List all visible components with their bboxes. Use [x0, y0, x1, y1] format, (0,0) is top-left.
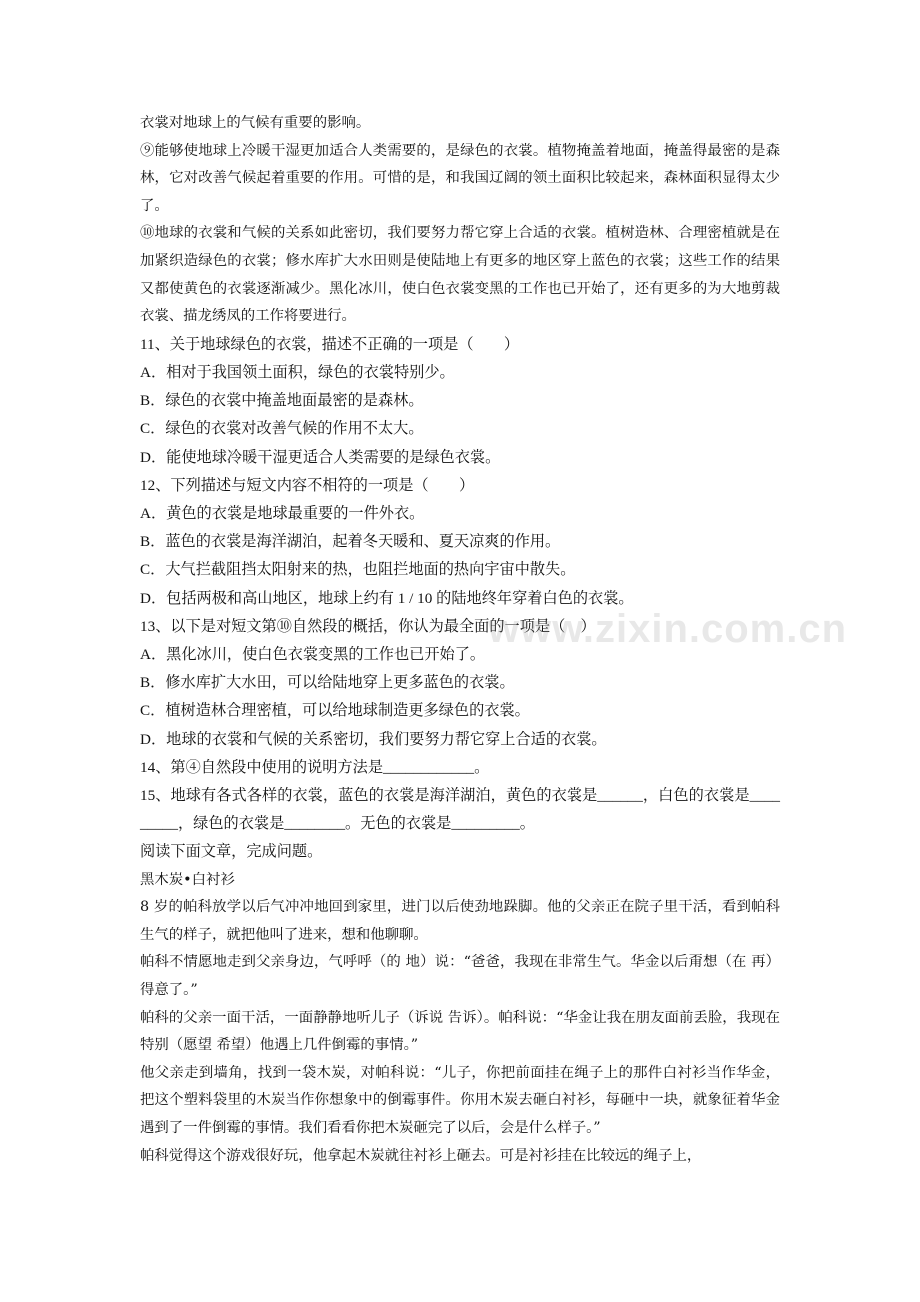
question-11-option-a: A．相对于我国领土面积，绿色的衣裳特别少。 [140, 363, 455, 381]
passage2-title: 黑木炭•白衬衫 [140, 871, 235, 888]
passage1-paragraph-9: ⑨能够使地球上冷暖干湿更加适合人类需要的，是绿色的衣裳。植物掩盖着地面，掩盖得最密的是森林，它对改善气候起着重要的作用。可惜的是，和我国辽阔的领土面积比较起来，森林面积显得太少了。 [140, 142, 780, 214]
reading-instruction: 阅读下面文章，完成问题。 [140, 843, 323, 861]
question-11: 11、关于地球绿色的衣裳，描述不正确的一项是（ ） [140, 335, 520, 353]
question-13-option-d: D．地球的衣裳和气候的关系密切，我们要努力帮它穿上合适的衣裳。 [140, 730, 607, 748]
question-13: 13、以下是对短文第⑩自然段的概括，你认为最全面的一项是（ ） [140, 617, 596, 635]
passage2-paragraph-1: 8 岁的帕科放学以后气冲冲地回到家里，进门以后使劲地跺脚。他的父亲正在院子里干活，看到帕科生气的样子，就把他叫了进来，想和他聊聊。 [140, 899, 780, 943]
question-11-option-d: D．能使地球冷暖干湿更适合人类需要的是绿色衣裳。 [140, 448, 501, 466]
question-12-option-d: D．包括两极和高山地区，地球上约有 1 / 10 的陆地终年穿着白色的衣裳。 [140, 589, 634, 607]
question-14: 14、第④自然段中使用的说明方法是____________。 [140, 758, 490, 776]
question-12-option-a: A．黄色的衣裳是地球最重要的一件外衣。 [140, 504, 425, 522]
watermark-text: www.zixin.com.cn [488, 607, 848, 651]
passage2-paragraph-2: 帕科不情愿地走到父亲身边，气呼呼（的 地）说：“爸爸，我现在非常生气。华金以后甭想（在 再）得意了。” [140, 954, 780, 998]
question-13-option-a: A．黑化冰川，使白色衣裳变黑的工作也已开始了。 [140, 645, 486, 663]
question-13-option-c: C．植树造林合理密植，可以给地球制造更多绿色的衣裳。 [140, 702, 530, 720]
passage2-paragraph-3: 帕科的父亲一面干活，一面静静地听儿子（诉说 告诉）。帕科说：“华金让我在朋友面前丢脸，我现在特别（愿望 希望）他遇上几件倒霉的事情。” [140, 1009, 780, 1054]
question-11-option-c: C．绿色的衣裳对改善气候的作用不太大。 [140, 420, 424, 438]
passage1-paragraph-10: ⑩地球的衣裳和气候的关系如此密切，我们要努力帮它穿上合适的衣裳。植树造林、合理密植就是在加紧织造绿色的衣裳；修水库扩大水田则是使陆地上有更多的地区穿上蓝色的衣裳；这些工作的结果又都使黄色的衣裳逐渐减少。黑化冰川，使白色衣裳变黑的工作也已开始了，还有更多的为大地剪裁衣裳、描龙绣凤的工作将要进行。 [140, 225, 780, 325]
question-13-option-b: B．修水库扩大水田，可以给陆地穿上更多蓝色的衣裳。 [140, 674, 515, 692]
document-content [140, 110, 780, 1170]
question-15: 15、地球有各式各样的衣裳，蓝色的衣裳是海洋湖泊，黄色的衣裳是______，白色的衣裳是_________，绿色的衣裳是________。无色的衣裳是_________。 [140, 787, 780, 833]
question-11-option-b: B．绿色的衣裳中掩盖地面最密的是森林。 [140, 392, 424, 410]
passage1-line-0: 衣裳对地球上的气候有重要的影响。 [140, 115, 371, 131]
question-12-option-b: B．蓝色的衣裳是海洋湖泊，起着冬天暖和、夏天凉爽的作用。 [140, 533, 561, 551]
question-12: 12、下列描述与短文内容不相符的一项是（ ） [140, 476, 475, 494]
passage2-paragraph-4: 他父亲走到墙角，找到一袋木炭，对帕科说：“儿子，你把前面挂在绳子上的那件白衬衫当作华金，把这个塑料袋里的木炭当作你想象中的倒霉事件。你用木炭去砸白衬衫，每砸中一块，就象征着华金遇到了一件倒霉的事情。我们看看你把木炭砸完了以后，会是什么样子。” [140, 1064, 780, 1136]
passage2-paragraph-5: 帕科觉得这个游戏很好玩，他拿起木炭就往衬衫上砸去。可是衬衫挂在比较远的绳子上， [140, 1147, 702, 1164]
question-12-option-c: C．大气拦截阻挡太阳射来的热，也阻拦地面的热向宇宙中散失。 [140, 561, 576, 579]
